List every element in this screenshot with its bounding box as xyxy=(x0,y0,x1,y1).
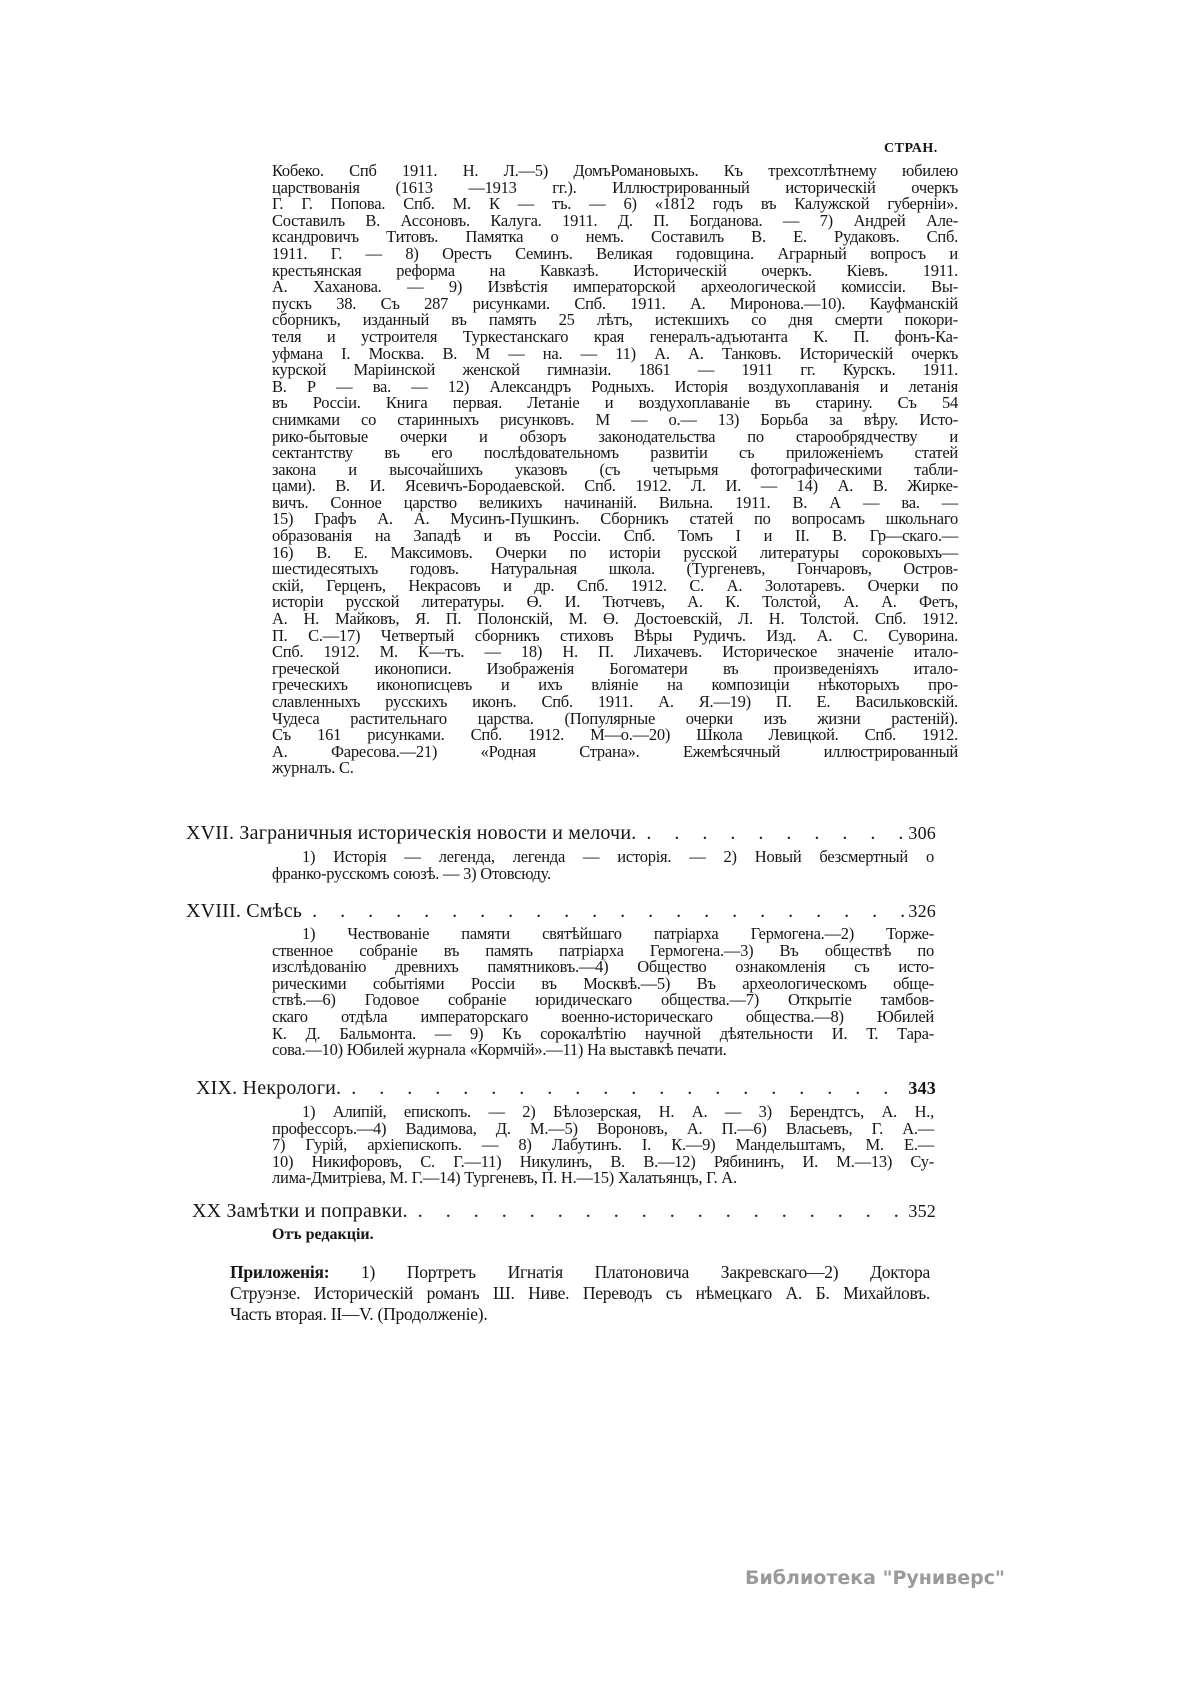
text-line: изслѣдованію древнихъ памятниковъ.—4) Общество ознакомленія съ исто- xyxy=(272,957,934,977)
text-line: Съ 161 рисунками. Спб. 1912. М—о.—20) Школа Левицкой. Спб. 1912. xyxy=(272,725,958,745)
section-title: XVIII. Смѣсь xyxy=(186,900,303,922)
text-line: 1) Чествованіе памяти святѣйшаго патріарха Гермогена.—2) Торже- xyxy=(302,924,934,943)
text-line: 1911. Г. — 8) Орестъ Семинъ. Великая годовщина. Аграрный вопросъ и xyxy=(272,243,958,263)
text-line: снимками со старинныхъ рисунковъ. М — о.— 13) Борьба за вѣру. Исто- xyxy=(272,409,958,429)
text-line: Составилъ В. Ассоновъ. Калуга. 1911. Д. П. Богданова. — 7) Андрей Але- xyxy=(272,210,958,230)
section-xix-heading xyxy=(196,1077,936,1100)
text-line: сова.—10) Юбилей журнала «Кормчій».—11) На выставкѣ печати. xyxy=(272,1040,727,1060)
section-xvii-contents xyxy=(272,849,934,882)
section-xx-contents xyxy=(272,1226,374,1244)
text-line: журналъ. С. xyxy=(272,758,354,778)
text-line: греческой иконописи. Изображенія Богоматери въ произведеніяхъ итало- xyxy=(272,658,958,678)
text-line: рико-бытовые очерки и обзоръ законодательства по старообрядчеству и xyxy=(272,426,958,446)
appendix-title: Приложенія: xyxy=(230,1262,330,1282)
text-line: греческихъ иконописцевъ и ихъ вліяніе на композиціи нѣкоторыхъ про- xyxy=(272,675,958,695)
appendix-line: Часть вторая. II—V. (Продолженіе). xyxy=(230,1304,488,1324)
text-line: франко-русскомъ союзѣ. — 3) Отовсюду. xyxy=(272,863,551,883)
section-title: XIX. Некрологи. xyxy=(196,1077,342,1099)
text-line: ственное собраніе въ память патріарха Гермогена.—3) Въ обществѣ по xyxy=(272,940,934,960)
text-line: В. Р — ва. — 12) Александръ Родныхъ. Исторія воздухоплаванія и летанія xyxy=(272,376,958,396)
section-title: XVII. Заграничныя историческія новости и мелочи. xyxy=(186,822,637,844)
section-xix-contents xyxy=(272,1104,934,1187)
text-line: Г. Г. Попова. Спб. М. К — тъ. — 6) «1812 годъ въ Калужской губерніи». xyxy=(272,194,958,214)
text-line: ксандровичъ Титовъ. Памятка о немъ. Составилъ В. Е. Рудаковъ. Спб. xyxy=(272,227,958,247)
text-line: А. Н. Майковъ, Я. П. Полонскій, М. Ө. Достоевскій, Л. Н. Толстой. Спб. 1912. xyxy=(272,609,958,629)
dot-leader xyxy=(418,1200,905,1223)
text-line: курской Маріинской женской гимназіи. 1861 — 1911 гг. Курскъ. 1911. xyxy=(272,360,958,380)
main-text-block xyxy=(272,163,958,777)
text-line: вичъ. Сонное царство великихъ начинаній. Вильна. 1911. В. А — ва. — xyxy=(272,492,958,512)
text-line: исторіи русской литературы. Ө. И. Тютчевъ, А. К. Толстой, А. А. Фетъ, xyxy=(272,592,958,612)
text-line: профессоръ.—4) Вадимова, Д. М.—5) Вороновъ, А. П.—6) Власьевъ, Г. А.— xyxy=(272,1118,934,1138)
text-line: царствованія (1613 —1913 гг.). Иллюстрированный историческій очеркъ xyxy=(272,177,958,197)
text-line: крестьянская реформа на Кавказѣ. Историческій очеркъ. Кіевъ. 1911. xyxy=(272,260,958,280)
text-line: шестидесятыхъ годовъ. Натуральная школа. (Тургеневъ, Гончаровъ, Остров- xyxy=(272,559,958,579)
text-line: А. Хаханова. — 9) Извѣстія императорской археологической комиссіи. Вы- xyxy=(272,277,958,297)
text-line: Кобеко. Спб 1911. Н. Л.—5) ДомъРомановыхъ. Къ трехсотлѣтнему юбилею xyxy=(272,161,958,180)
page-number: 343 xyxy=(908,1078,936,1098)
page-number: 326 xyxy=(908,901,936,921)
running-head: СТРАН. xyxy=(884,141,938,156)
library-watermark: Библиотека "Руниверс" xyxy=(745,1567,1005,1589)
text-line: Чудеса растительнаго царства. (Популярные очерки изъ жизни растеній). xyxy=(272,708,958,728)
text-line: сектантству въ его послѣдовательномъ развитіи съ приложеніемъ статей xyxy=(272,443,958,463)
page-number: 306 xyxy=(908,823,936,843)
text-line: 7) Гурій, архіепископъ. — 8) Лабутинъ. І. К.—9) Мандельштамъ, М. Е.— xyxy=(272,1135,934,1155)
text-line: 1) Исторія — легенда, легенда — исторія. — 2) Новый безсмертный о xyxy=(302,847,934,866)
appendix-block xyxy=(230,1262,930,1325)
text-line: ствѣ.—6) Годовое собраніе юридическаго общества.—7) Открытіе тамбов- xyxy=(272,990,934,1010)
text-line: рическими событіями Россіи въ Москвѣ.—5) Въ археологическомъ обще- xyxy=(272,973,934,993)
text-line: Спб. 1912. М. К—тъ. — 18) Н. П. Лихачевъ. Историческое значеніе итало- xyxy=(272,642,958,662)
contents-line: Отъ редакціи. xyxy=(272,1226,374,1243)
text-line: лима-Дмитріева, М. Г.—14) Тургеневъ, П. Н.—15) Халатьянцъ, Г. А. xyxy=(272,1168,737,1188)
appendix-text: 1) Портретъ Игнатія Платоновича Закревскаго—2) Доктора xyxy=(361,1262,930,1282)
text-line: цами). В. И. Ясевичъ-Бородаевской. Спб. 1912. Л. И. — 14) А. В. Жирке- xyxy=(272,476,958,496)
appendix-line xyxy=(230,1262,930,1283)
section-xviii-contents xyxy=(272,926,934,1059)
appendix-line: Струэнзе. Историческій романъ Ш. Ниве. Переводъ съ нѣмецкаго А. Б. Михайловъ. xyxy=(230,1283,930,1303)
dot-leader xyxy=(646,822,904,845)
text-line: теля и устроителя Туркестанскаго края генералъ-адъютанта К. П. фонъ-Ка- xyxy=(272,326,958,346)
page-number: 352 xyxy=(908,1201,936,1221)
text-line: пускъ 38. Съ 287 рисунками. Спб. 1911. А. Миронова.—10). Кауфманскій xyxy=(272,293,958,313)
text-line: закона и высочайшихъ указовъ (съ четырьмя фотографическими табли- xyxy=(272,459,958,479)
text-line: К. Д. Бальмонта. — 9) Къ сорокалѣтію научной дѣятельности И. Т. Тара- xyxy=(272,1023,934,1043)
text-line: образованія на Западѣ и въ Россіи. Спб. Томъ I и II. В. Гр—скаго.— xyxy=(272,526,958,546)
text-line: уфмана I. Москва. В. М — на. — 11) А. А. Танковъ. Историческій очеркъ xyxy=(272,343,958,363)
section-xvii-heading xyxy=(186,822,936,845)
text-line: П. С.—17) Четвертый сборникъ стиховъ Вѣры Рудичъ. Изд. А. С. Суворина. xyxy=(272,625,958,645)
text-line: славленныхъ русскихъ иконъ. Спб. 1911. А. Я.—19) П. Е. Васильковскій. xyxy=(272,692,958,711)
text-line: 15) Графъ А. А. Мусинъ-Пушкинъ. Сборникъ статей по вопросамъ школьнаго xyxy=(272,509,958,529)
text-line: А. Фаресова.—21) «Родная Страна». Ежемѣсячный иллюстрированный xyxy=(272,741,958,761)
section-xviii-heading xyxy=(186,900,936,923)
text-line: сборникъ, изданный въ память 25 лѣтъ, истекшихъ со дня смерти покори- xyxy=(272,310,958,330)
dot-leader xyxy=(312,900,904,923)
section-title: XX Замѣтки и поправки. xyxy=(192,1200,408,1222)
section-xx-heading xyxy=(192,1200,936,1223)
text-line: 16) В. Е. Максимовъ. Очерки по исторіи русской литературы сороковыхъ— xyxy=(272,542,958,562)
text-line: 10) Никифоровъ, С. Г.—11) Никулинъ, В. В.—12) Рябининъ, И. М.—13) Су- xyxy=(272,1151,934,1171)
text-line: въ Россіи. Книга первая. Летаніе и воздухоплаваніе въ старину. Съ 54 xyxy=(272,393,958,413)
text-line: скій, Герценъ, Некрасовъ и др. Спб. 1912. С. А. Золотаревъ. Очерки по xyxy=(272,575,958,595)
text-line: 1) Алипій, епископъ. — 2) Бѣлозерская, Н. А. — 3) Берендтсъ, А. Н., xyxy=(302,1102,934,1121)
text-line: скаго отдѣла императорскаго военно-историческаго общества.—8) Юбилей xyxy=(272,1006,934,1026)
dot-leader xyxy=(351,1077,904,1100)
